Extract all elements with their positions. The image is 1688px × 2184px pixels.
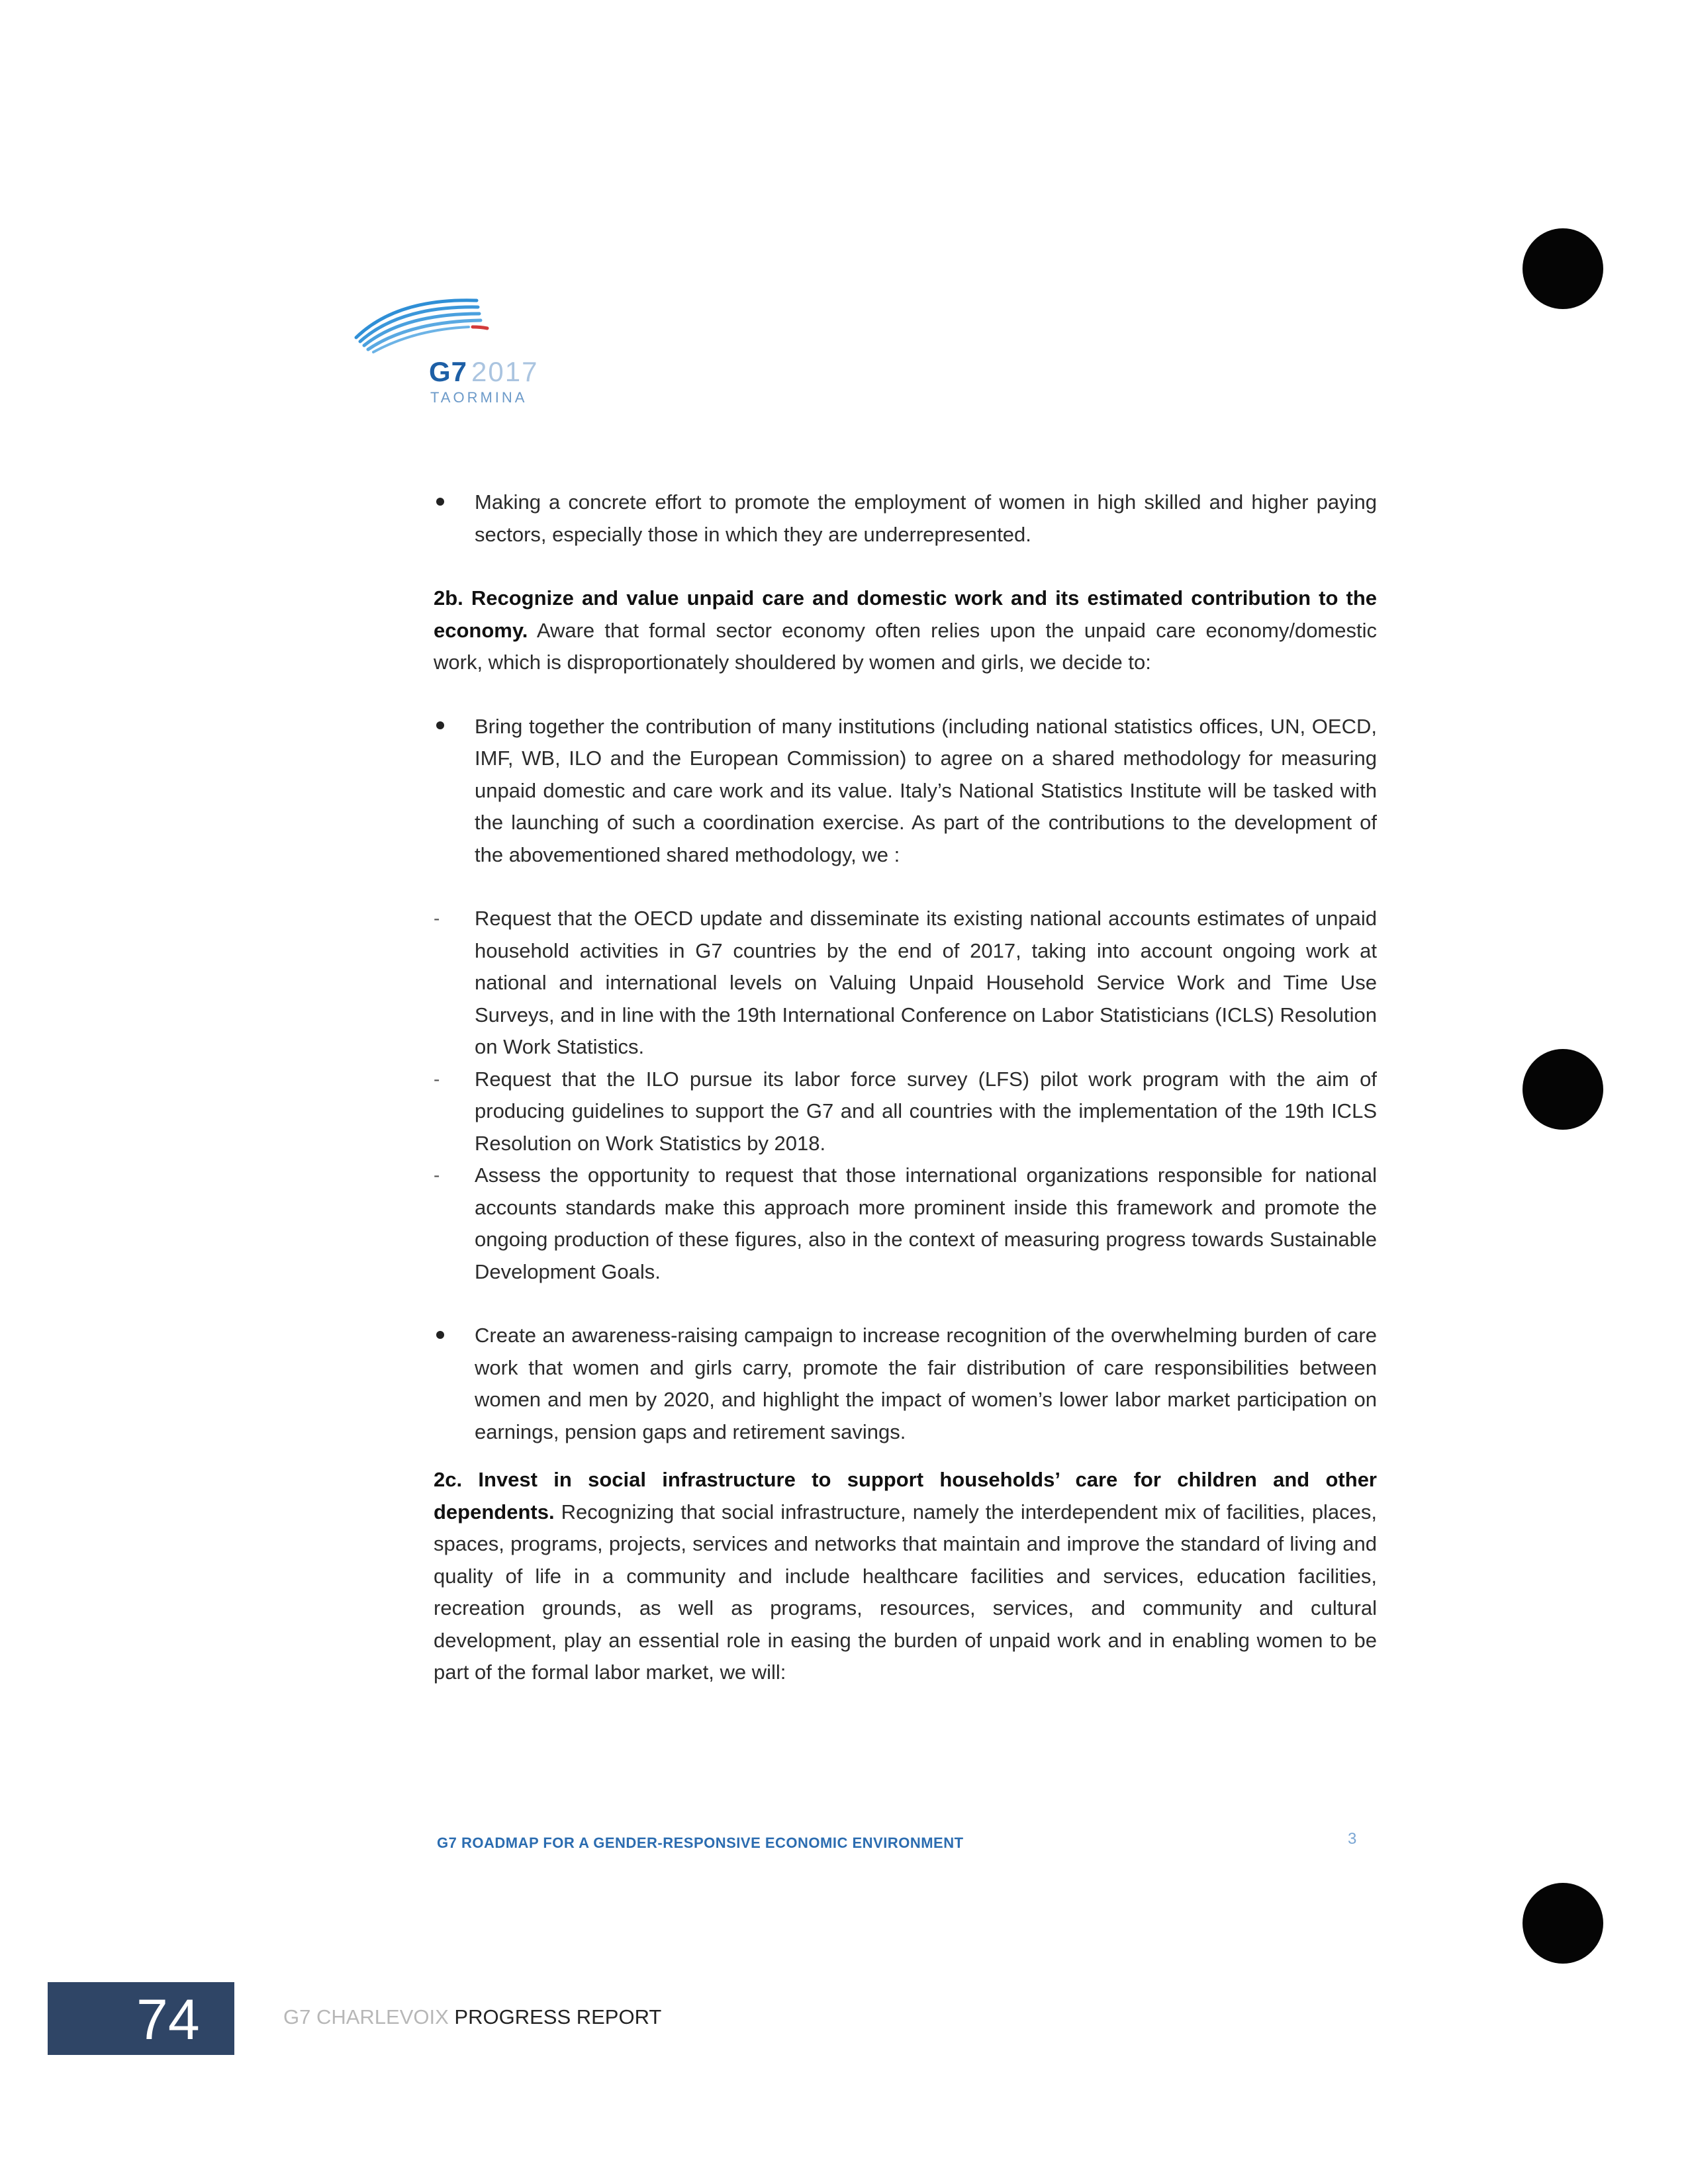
dash-item (434, 1160, 1377, 1288)
document-body (434, 486, 1377, 1689)
dash-text: Request that the ILO pursue its labor force survey (LFS) pilot work program with the aim of producing guidelines to support the G7 and all countries with the implementation of the 19th ICLS Resolution on Work Statistics by 2018. (475, 1067, 1377, 1155)
report-page-number-box (48, 1982, 234, 2055)
bullet-dot-icon (434, 486, 453, 519)
dash-text: Assess the opportunity to request that those international organizations responsible for national accounts standards make this approach more prominent inside this framework and promote the ongoing production of these figures, also in the context of measuring progress towards Sustainable Development Goals. (475, 1163, 1377, 1283)
section-2b-paragraph (434, 582, 1377, 679)
bullet-dot-icon (434, 711, 453, 743)
dash-item (434, 1064, 1377, 1160)
section-2c-text: Recognizing that social infrastructure, namely the interdependent mix of facilities, places, spaces, programs, projects, services and networks that maintain and improve the standard of living and quality of life in a community and include healthcare facilities and services, education facilities, recreation grounds, as well as programs, resources, services, and community and cultural development, play an essential role in easing the burden of unpaid work and in enabling women to be part of the formal labor market, we will: (434, 1500, 1377, 1684)
bullet-text: Bring together the contribution of many institutions (including national statistics offices, UN, OECD, IMF, WB, ILO and the European Commission) to agree on a shared methodology for measuring unpaid domestic and care work and its value. Italy’s National Statistics Institute will be tasked with the launching of such a coordination exercise. As part of the contributions to the development of the abovementioned shared methodology, we : (475, 714, 1377, 866)
dash-marker-icon: - (434, 1068, 440, 1089)
report-footer-title (283, 2005, 661, 2029)
bullet-item (434, 1320, 1377, 1448)
section-2c-paragraph (434, 1464, 1377, 1689)
binder-hole-top (1523, 228, 1603, 309)
report-footer-faint-text: G7 CHARLEVOIX (283, 2005, 455, 2028)
logo-city-text: TAORMINA (430, 389, 528, 406)
section-2c-heading: 2c. Invest in social infrastructure to support households’ care for children and other dependents. (434, 1468, 1377, 1524)
logo-year-text: 2017 (471, 356, 539, 387)
section-2b-heading: 2b. Recognize and value unpaid care and domestic work and its estimated contribution to the economy. (434, 586, 1377, 642)
roadmap-page-number: 3 (1348, 1830, 1357, 1848)
g7-taormina-logo (351, 291, 549, 417)
logo-g7-text: G7 (429, 356, 468, 387)
dash-item (434, 903, 1377, 1064)
report-footer-text: PROGRESS REPORT (454, 2005, 662, 2028)
bullet-dot-icon (434, 1320, 453, 1352)
bullet-text: Create an awareness-raising campaign to increase recognition of the overwhelming burden of care work that women and girls carry, promote the fair distribution of care responsibilities between women and men by 2020, and highlight the impact of women’s lower labor market participation on earnings, pension gaps and retirement savings. (475, 1324, 1377, 1443)
binder-hole-middle (1523, 1049, 1603, 1130)
report-page-number: 74 (136, 1988, 200, 2052)
roadmap-footer-title: G7 ROADMAP FOR A GENDER-RESPONSIVE ECONOMIC ENVIRONMENT (437, 1835, 964, 1851)
dash-marker-icon: - (434, 908, 440, 929)
dash-marker-icon: - (434, 1165, 440, 1185)
binder-hole-bottom (1523, 1883, 1603, 1964)
bullet-text: Making a concrete effort to promote the employment of women in high skilled and higher paying sectors, especially those in which they are underrepresented. (475, 490, 1377, 546)
section-2b-text: Aware that formal sector economy often relies upon the unpaid care economy/domestic work, which is disproportionately shouldered by women and girls, we decide to: (434, 618, 1377, 674)
bullet-item (434, 486, 1377, 551)
bullet-item (434, 711, 1377, 872)
dash-text: Request that the OECD update and disseminate its existing national accounts estimates of unpaid household activities in G7 countries by the end of 2017, taking into account ongoing work at national and international levels on Valuing Unpaid Household Service Work and Time Use Surveys, and in line with the 19th International Conference on Labor Statisticians (ICLS) Resolution on Work Statistics. (475, 907, 1377, 1058)
logo-arcs-icon (351, 291, 510, 357)
